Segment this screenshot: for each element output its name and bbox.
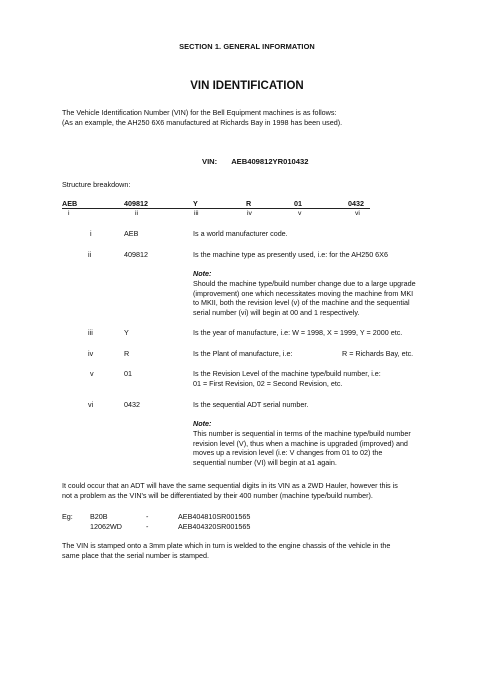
note-1-line: to MKII, both the revision level (v) of the machine and the sequential: [193, 298, 410, 308]
segment-revision: 01: [294, 199, 302, 208]
breakdown-desc-iv-plant: R = Richards Bay, etc.: [342, 349, 414, 358]
breakdown-desc-v: Is the Revision Level of the machine type/build number, i.e:: [193, 369, 381, 378]
breakdown-desc-iii: Is the year of manufacture, i.e: W = 1998, X = 1999, Y = 2000 etc.: [193, 328, 403, 337]
breakdown-desc-iv: Is the Plant of manufacture, i.e:: [193, 349, 293, 358]
breakdown-num-iii: iii: [88, 328, 93, 337]
breakdown-code-i: AEB: [124, 229, 139, 238]
para-2-line-2: not a problem as the VIN's will be differentiated by their 400 number (machine type/build number).: [62, 491, 373, 500]
example-separator: -: [146, 512, 149, 521]
segment-numeral-iv: iv: [247, 210, 252, 217]
segment-year: Y: [193, 199, 198, 208]
breakdown-desc-i: Is a world manufacturer code.: [193, 229, 288, 238]
breakdown-code-iv: R: [124, 349, 130, 358]
note-2-line: This number is sequential in terms of the machine type/build number: [193, 429, 411, 438]
note-1-line: (improvement) one which necessitates moving the machine from MKI: [193, 288, 414, 298]
breakdown-desc-ii: Is the machine type as presently used, i.e: for the AH250 6X6: [193, 250, 388, 259]
section-header: SECTION 1. GENERAL INFORMATION: [179, 42, 315, 51]
segment-plant: R: [246, 199, 252, 208]
vin-label: VIN:: [202, 157, 218, 166]
segment-numeral-vi: vi: [355, 210, 360, 217]
note-2-line: moves up a revision level (i.e: V changes from 01 to 02) the: [193, 448, 383, 458]
breakdown-num-i: i: [90, 229, 92, 238]
note-1-body: [193, 279, 441, 317]
note-2-line: revision level (V), thus when a machine is upgraded (improved) and: [193, 438, 408, 448]
segment-aeb: AEB: [62, 199, 78, 208]
example-model: 12062WD: [90, 522, 122, 531]
segment-underline: [62, 208, 370, 209]
note-2-body: [193, 429, 441, 467]
note-1-line: serial number (vi) will begin at 00 and 1 respectively.: [193, 307, 360, 317]
breakdown-num-iv: iv: [88, 349, 94, 358]
segment-numeral-i: i: [68, 210, 70, 217]
segment-numeral-v: v: [298, 210, 302, 217]
breakdown-desc-vi: Is the sequential ADT serial number.: [193, 400, 309, 409]
example-label: Eg:: [62, 512, 73, 521]
breakdown-desc-v-line2: 01 = First Revision, 02 = Second Revision, etc.: [193, 379, 343, 388]
breakdown-num-vi: vi: [88, 400, 94, 409]
segment-serial: 0432: [348, 199, 364, 208]
breakdown-code-ii: 409812: [124, 250, 148, 259]
breakdown-num-ii: ii: [88, 250, 92, 259]
para-2-line-1: It could occur that an ADT will have the same sequential digits in its VIN as a 2WD Hauler, however this is: [62, 481, 398, 490]
note-1-heading: Note:: [193, 269, 212, 278]
segment-numeral-iii: iii: [194, 210, 199, 217]
example-vin: AEB404320SR001565: [178, 522, 251, 531]
breakdown-code-v: 01: [124, 369, 132, 378]
segment-numeral-ii: ii: [135, 210, 139, 217]
example-model: B20B: [90, 512, 108, 521]
breakdown-code-iii: Y: [124, 328, 129, 337]
para-3-line-1: The VIN is stamped onto a 3mm plate which in turn is welded to the engine chassis of the vehicle in the: [62, 541, 391, 550]
note-1-line: Should the machine type/build number change due to a large upgrade: [193, 279, 416, 288]
example-separator: -: [146, 522, 149, 531]
vin-value: AEB409812YR010432: [231, 157, 309, 166]
example-vin: AEB404810SR001565: [178, 512, 251, 521]
breakdown-code-vi: 0432: [124, 400, 140, 409]
segment-machine-type: 409812: [124, 199, 148, 208]
para-3-line-2: same place that the serial number is stamped.: [62, 551, 210, 560]
vin-line: [202, 157, 308, 166]
intro-line-2: (As an example, the AH250 6X6 manufactured at Richards Bay in 1998 has been used).: [62, 118, 343, 127]
intro-line-1: The Vehicle Identification Number (VIN) for the Bell Equipment machines is as follows:: [62, 108, 337, 117]
breakdown-num-v: v: [90, 369, 94, 378]
note-2-heading: Note:: [193, 419, 212, 428]
page-title: VIN IDENTIFICATION: [190, 80, 304, 92]
structure-label: Structure breakdown:: [62, 180, 131, 189]
note-2-line: sequential number (VI) will begin at a1 again.: [193, 457, 337, 467]
